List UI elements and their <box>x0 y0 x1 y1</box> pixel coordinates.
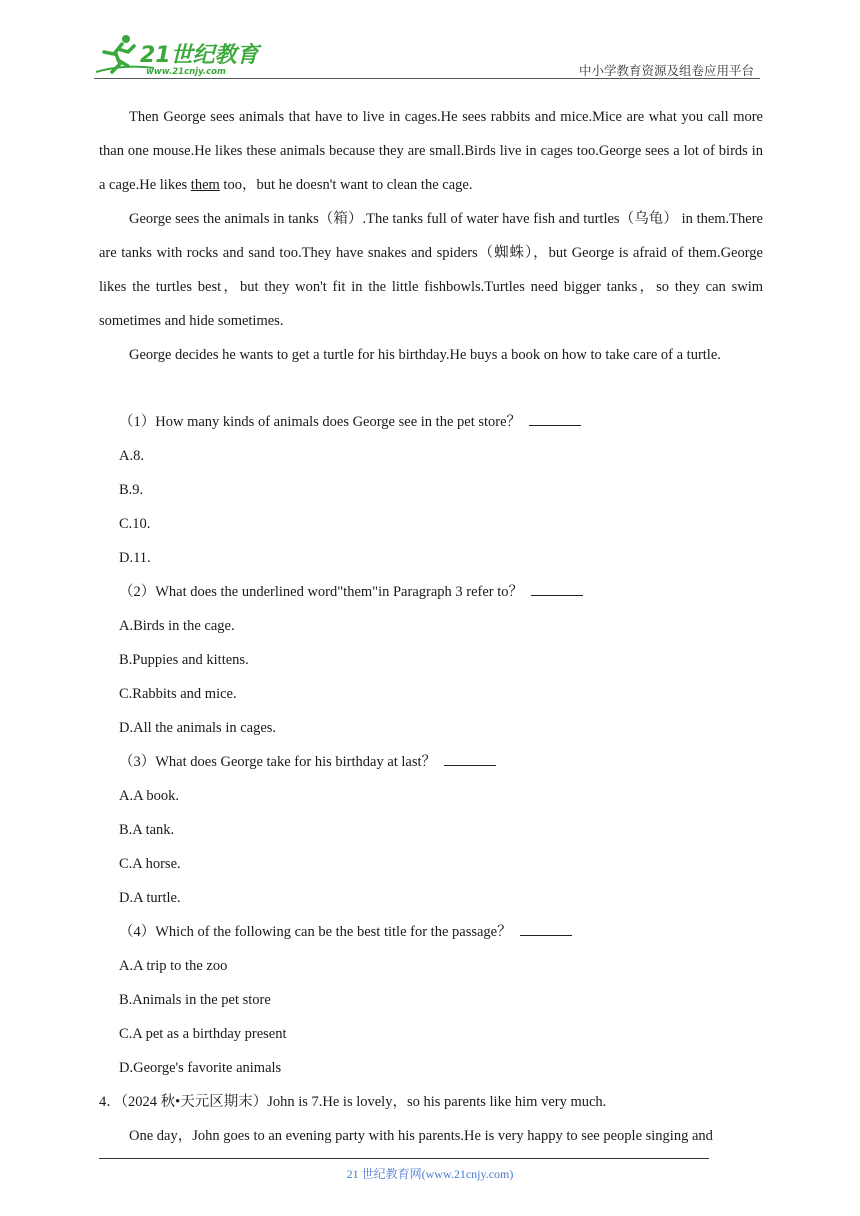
answer-blank[interactable] <box>444 751 496 766</box>
option: B.A tank. <box>119 822 175 838</box>
problem-4-paragraph: One day，John goes to an evening party with his parents.He is very happy to see people singing and <box>129 1128 713 1144</box>
answer-blank[interactable] <box>531 581 583 596</box>
question-stem: （4）Which of the following can be the best title for the passage？ <box>119 924 512 940</box>
question-1 <box>99 405 763 575</box>
document-body <box>99 100 763 1153</box>
option: A.A book. <box>119 788 180 804</box>
option: C.A pet as a birthday present <box>119 1026 287 1042</box>
option: A.Birds in the cage. <box>119 618 235 634</box>
option: C.Rabbits and mice. <box>119 686 237 702</box>
option: D.George's favorite animals <box>119 1060 282 1076</box>
passage-paragraph-2: George sees the animals in tanks（箱）.The tanks full of water have fish and turtles（乌龟） in them.There are tanks with rocks and sand too.They have snakes and spiders（蜘蛛），but George is afraid of them.George likes the turtles best，but they won't fit in the little fishbowls.Turtles need bigger tanks，so they can swim sometimes and hide sometimes. <box>99 211 763 329</box>
svg-text:21世纪教育: 21世纪教育 <box>140 43 259 68</box>
underlined-word: them <box>190 177 220 193</box>
answer-blank[interactable] <box>529 411 581 426</box>
footer-divider <box>99 1158 709 1159</box>
problem-4-heading: 4．（2024 秋•天元区期末）John is 7.He is lovely，so his parents like him very much. <box>99 1094 607 1110</box>
runner-logo-icon <box>94 32 264 78</box>
option: D.All the animals in cages. <box>119 720 277 736</box>
page-footer: 21 世纪教育网(www.21cnjy.com) <box>346 1167 514 1181</box>
question-stem: （1）How many kinds of animals does George see in the pet store？ <box>119 414 522 430</box>
passage-paragraph-3: George decides he wants to get a turtle for his birthday.He buys a book on how to take care of a turtle. <box>129 347 721 363</box>
option: B.9. <box>119 482 144 498</box>
header-divider <box>94 78 760 79</box>
question-stem: （3）What does George take for his birthday at last？ <box>119 754 437 770</box>
question-4 <box>99 915 763 1085</box>
platform-name: 中小学教育资源及组卷应用平台 <box>578 63 754 78</box>
passage-paragraph-1: Then George sees animals that have to live in cages.He sees rabbits and mice.Mice are what you call more than one mouse.He likes these animals because they are small.Birds live in cages too.George sees a lot of birds in a cage.He likes them too，but he doesn't want to clean the cage. <box>99 109 763 193</box>
option: C.10. <box>119 516 151 532</box>
question-3 <box>99 745 763 915</box>
option: A.A trip to the zoo <box>119 958 228 974</box>
site-logo <box>94 32 264 78</box>
option: D.11. <box>119 550 151 566</box>
question-2 <box>99 575 763 745</box>
question-stem: （2）What does the underlined word"them"in Paragraph 3 refer to？ <box>119 584 524 600</box>
page-header <box>94 30 760 80</box>
svg-text:www.21cnjy.com: www.21cnjy.com <box>146 67 226 77</box>
option: B.Puppies and kittens. <box>119 652 249 668</box>
option: B.Animals in the pet store <box>119 992 271 1008</box>
option: D.A turtle. <box>119 890 181 906</box>
option: C.A horse. <box>119 856 181 872</box>
answer-blank[interactable] <box>520 921 572 936</box>
option: A.8. <box>119 448 144 464</box>
